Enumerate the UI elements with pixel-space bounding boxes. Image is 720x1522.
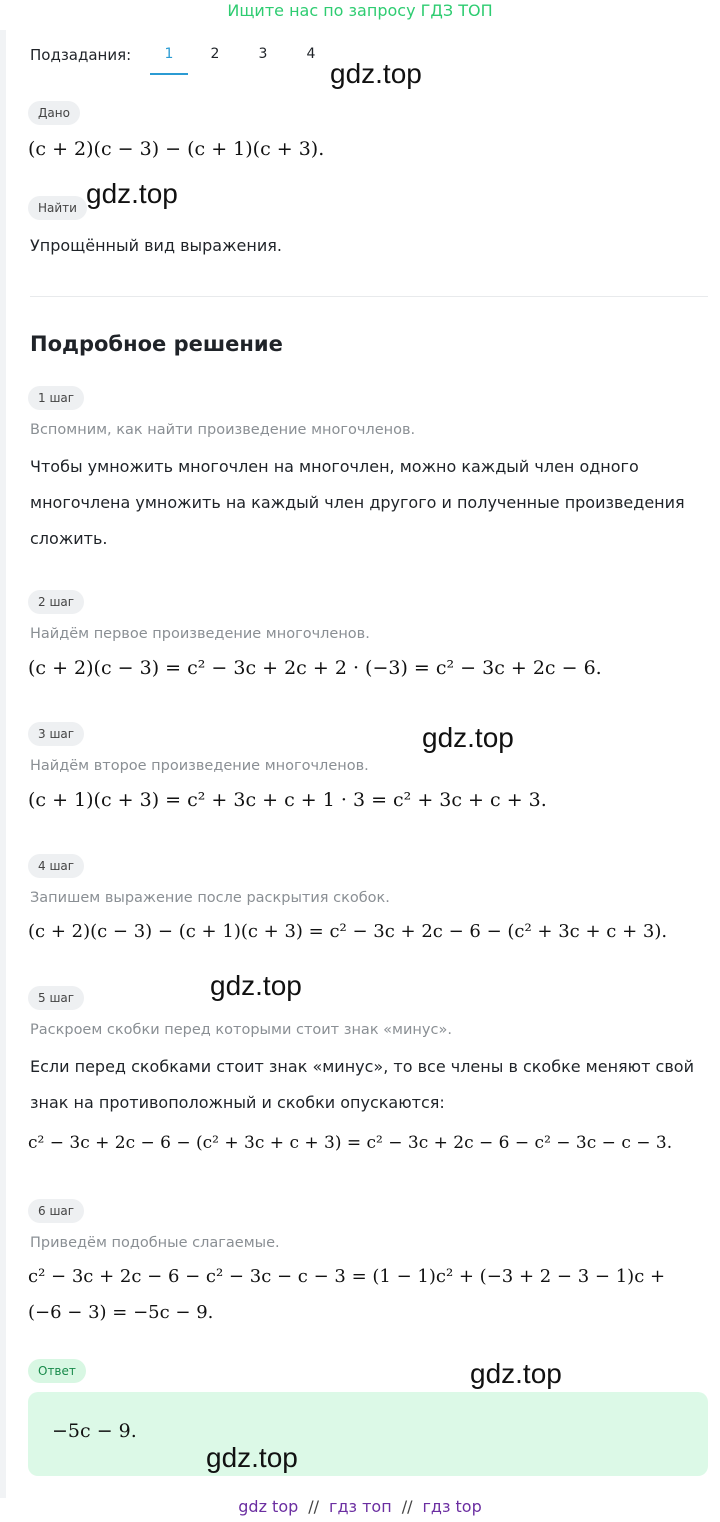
step-1-text: Чтобы умножить многочлен на многочлен, можно каждый член одного многочлена умножить на каждый член другого и полученные произведения сложить.	[30, 457, 685, 548]
step-2-hint: Найдём первое произведение многочленов.	[30, 626, 370, 642]
step-3-expression: (c + 1)(c + 3) = c² + 3c + c + 1 · 3 = c² + 3c + c + 3.	[28, 789, 547, 811]
answer-expression: −5c − 9.	[52, 1420, 137, 1442]
tab-subtask-4[interactable]: 4	[306, 46, 316, 62]
step-1-hint: Вспомним, как найти произведение многочленов.	[30, 422, 416, 438]
watermark: gdz.top	[206, 1442, 298, 1473]
watermark: gdz.top	[210, 970, 302, 1001]
tab-subtask-3[interactable]: 3	[258, 46, 268, 62]
step-5-expression: c² − 3c + 2c − 6 − (c² + 3c + c + 3) = c² − 3c + 2c − 6 − c² − 3c − c − 3.	[28, 1133, 673, 1153]
step-4-expression: (c + 2)(c − 3) − (c + 1)(c + 3) = c² − 3c + 2c − 6 − (c² + 3c + c + 3).	[28, 921, 668, 942]
footer-link-gdz-top-ru[interactable]: гдз топ	[329, 1497, 392, 1516]
step-5-text: Если перед скобками стоит знак «минус», то все члены в скобке меняют свой знак на противоположный и скобки опускаются:	[30, 1057, 694, 1112]
search-banner[interactable]: Ищите нас по запросу ГДЗ ТОП	[227, 1, 493, 20]
step-5-pill: 5 шаг	[28, 986, 84, 1010]
given-expression: (c + 2)(c − 3) − (c + 1)(c + 3).	[28, 138, 325, 160]
section-divider	[30, 296, 708, 297]
footer-link-gdz-top[interactable]: gdz top	[238, 1497, 299, 1516]
step-2-pill: 2 шаг	[28, 590, 84, 614]
step-3-hint: Найдём второе произведение многочленов.	[30, 758, 369, 774]
step-4-hint: Запишем выражение после раскрытия скобок.	[30, 890, 390, 906]
watermark: gdz.top	[470, 1358, 562, 1389]
footer	[0, 1497, 720, 1516]
answer-pill: Ответ	[28, 1359, 86, 1383]
step-4-pill: 4 шаг	[28, 854, 84, 878]
footer-link-gdz-top-mixed[interactable]: гдз top	[422, 1497, 482, 1516]
step-3-pill: 3 шаг	[28, 722, 84, 746]
tab-subtask-2[interactable]: 2	[210, 46, 220, 62]
solution-title: Подробное решение	[30, 332, 283, 356]
watermark: gdz.top	[330, 58, 422, 89]
left-rule	[0, 30, 6, 1498]
step-5-hint: Раскроем скобки перед которыми стоит знак «минус».	[30, 1022, 452, 1038]
step-6-expression-line-1: c² − 3c + 2c − 6 − c² − 3c − c − 3 = (1 − 1)c² + (−3 + 2 − 3 − 1)c +	[28, 1266, 666, 1287]
find-text: Упрощённый вид выражения.	[30, 236, 282, 255]
subtasks-label: Подзадания:	[30, 46, 132, 64]
step-1-pill: 1 шаг	[28, 386, 84, 410]
step-2-expression: (c + 2)(c − 3) = c² − 3c + 2c + 2 · (−3) = c² − 3c + 2c − 6.	[28, 657, 602, 679]
watermark: gdz.top	[422, 722, 514, 753]
find-pill: Найти	[28, 196, 87, 220]
tab-subtask-1[interactable]: 1	[164, 46, 174, 62]
active-tab-indicator	[150, 73, 188, 75]
step-6-hint: Приведём подобные слагаемые.	[30, 1235, 280, 1251]
step-6-pill: 6 шаг	[28, 1199, 84, 1223]
footer-separator: //	[401, 1497, 413, 1516]
footer-separator: //	[308, 1497, 320, 1516]
watermark: gdz.top	[86, 178, 178, 209]
given-pill: Дано	[28, 101, 80, 125]
step-6-expression-line-2: (−6 − 3) = −5c − 9.	[28, 1302, 214, 1323]
